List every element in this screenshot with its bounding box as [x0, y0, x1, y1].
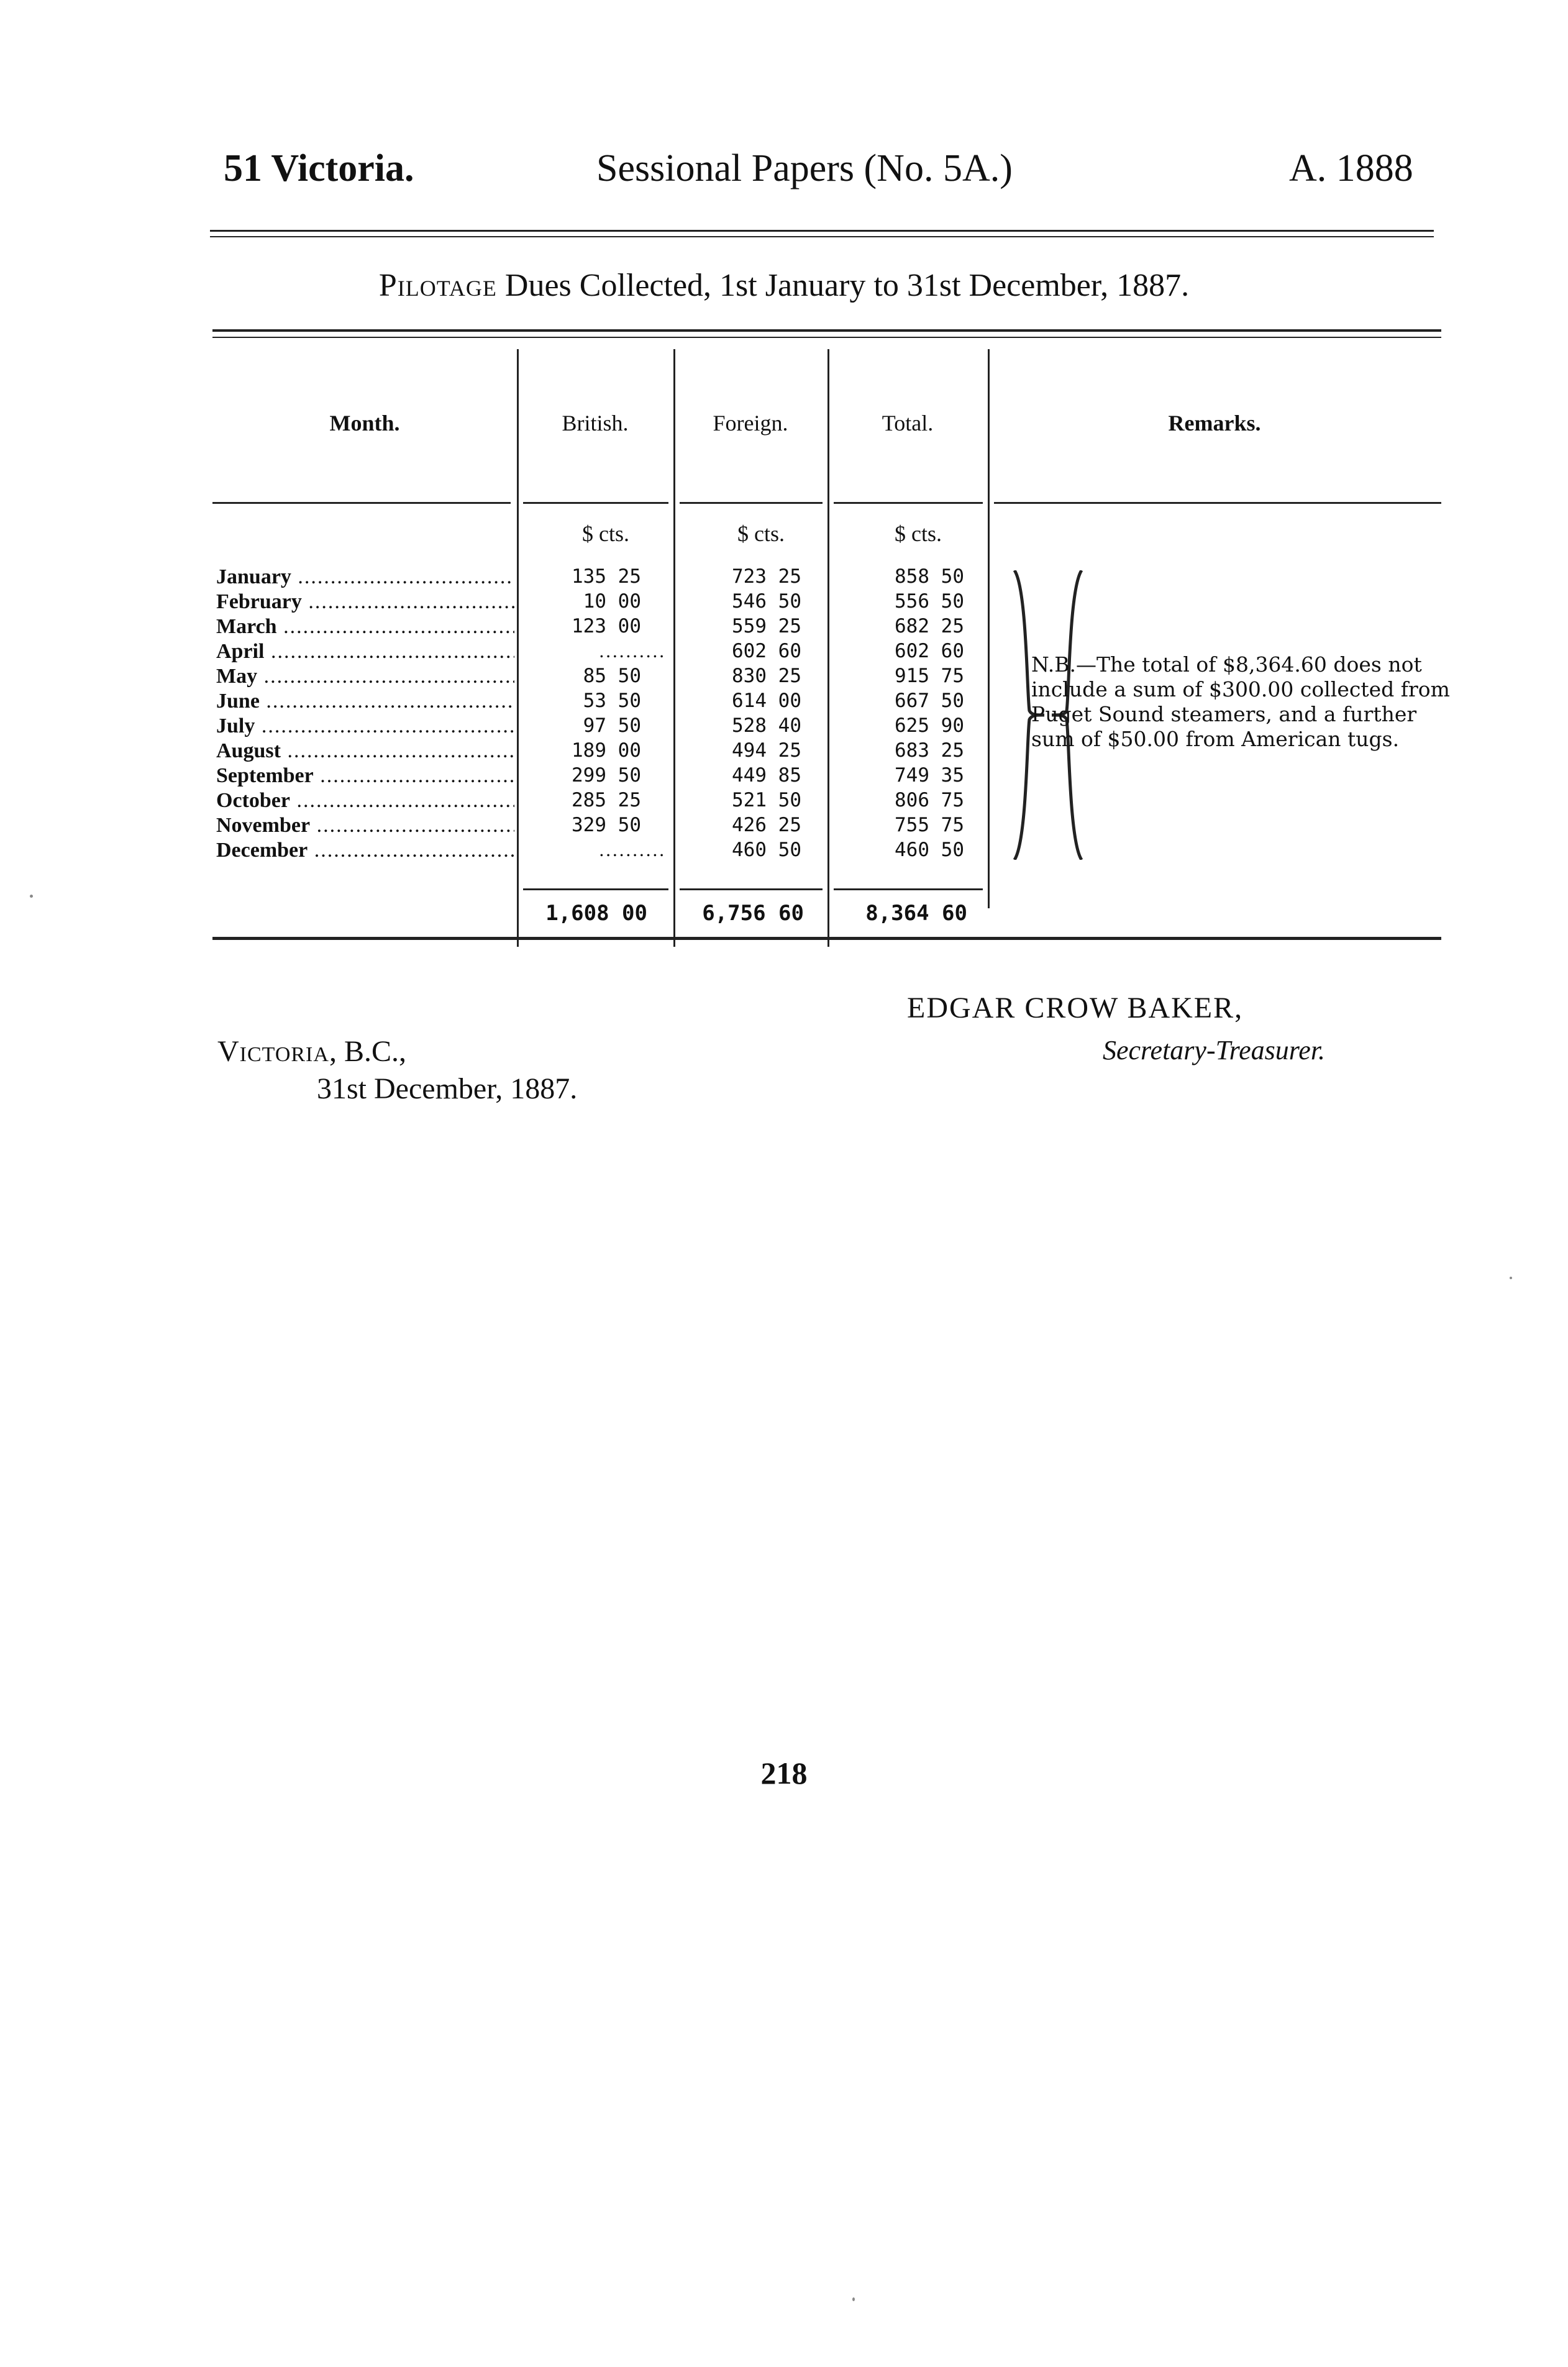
units-british: $ cts.: [582, 521, 629, 546]
total-foreign: 6,756 60: [702, 901, 804, 926]
foreign-cell: 546 50: [732, 590, 801, 613]
table-row: [212, 789, 1441, 814]
table-row: [212, 839, 1441, 864]
total-british: 1,608 00: [545, 901, 647, 926]
header-rule: [210, 230, 1434, 232]
british-cell: 53 50: [583, 690, 641, 712]
remarks-note: N.B.—The total of $8,364.60 does not include a sum of $300.00 collected from Puget Sound steamers, and a further sum of $50.00 from American tugs.: [1031, 652, 1450, 751]
total-cell: 806 75: [895, 789, 964, 811]
month-cell: May .....: [216, 665, 514, 688]
british-cell: 85 50: [583, 665, 641, 687]
total-rule: [680, 888, 823, 890]
header-rule-thin: [210, 236, 1434, 237]
header-underline: [523, 502, 668, 504]
total-total: 8,364 60: [865, 901, 967, 926]
header-underline: [212, 502, 511, 504]
british-cell: 285 25: [572, 789, 641, 811]
month-cell: November .....: [216, 814, 514, 837]
month-cell: February .....: [216, 590, 514, 614]
column-header-month: Month.: [329, 411, 400, 436]
column-header-remarks: Remarks.: [1168, 411, 1261, 436]
foreign-cell: 602 60: [732, 640, 801, 662]
total-cell: 556 50: [895, 590, 964, 613]
header-underline: [994, 502, 1441, 504]
pilotage-table: [212, 329, 1441, 944]
month-cell: October .....: [216, 789, 514, 813]
total-cell: 683 25: [895, 739, 964, 762]
signatory-name: EDGAR CROW BAKER,: [907, 992, 1244, 1024]
british-cell: ..........: [599, 839, 666, 860]
document-date: 31st December, 1887.: [317, 1072, 578, 1105]
table-bottom-rule: [212, 937, 1441, 940]
units-foreign: $ cts.: [737, 521, 785, 546]
total-cell: 915 75: [895, 665, 964, 687]
signatory-title: Secretary-Treasurer.: [1103, 1035, 1326, 1065]
foreign-cell: 723 25: [732, 565, 801, 588]
foreign-cell: 449 85: [732, 764, 801, 787]
table-top-rule: [212, 329, 1441, 332]
column-header-foreign: Foreign.: [713, 411, 788, 436]
total-cell: 858 50: [895, 565, 964, 588]
total-cell: 749 35: [895, 764, 964, 787]
table-row: [212, 565, 1441, 590]
total-cell: 602 60: [895, 640, 964, 662]
british-cell: 189 00: [572, 739, 641, 762]
british-cell: 329 50: [572, 814, 641, 836]
units-total: $ cts.: [895, 521, 942, 546]
place-rest: , B.C.,: [329, 1035, 406, 1068]
british-cell: 299 50: [572, 764, 641, 787]
page-number: 218: [760, 1756, 808, 1790]
british-cell: 10 00: [583, 590, 641, 613]
table-title: [0, 267, 1568, 304]
foreign-cell: 460 50: [732, 839, 801, 861]
month-cell: April .....: [216, 640, 514, 664]
foreign-cell: 426 25: [732, 814, 801, 836]
month-cell: March .....: [216, 615, 514, 639]
scan-speck: [852, 2297, 855, 2301]
header-papers: Sessional Papers (No. 5A.): [596, 147, 1013, 189]
british-cell: ..........: [599, 640, 666, 662]
month-cell: August .....: [216, 739, 514, 763]
foreign-cell: 830 25: [732, 665, 801, 687]
total-cell: 625 90: [895, 714, 964, 737]
table-row: [212, 814, 1441, 839]
foreign-cell: 521 50: [732, 789, 801, 811]
month-cell: September .....: [216, 764, 514, 788]
table-row: [212, 590, 1441, 615]
total-cell: 755 75: [895, 814, 964, 836]
scan-speck: [1510, 1277, 1512, 1279]
column-header-total: Total.: [882, 411, 934, 436]
header-session: 51 Victoria.: [224, 147, 414, 189]
table-title-rest: Dues Collected, 1st January to 31st December, 1887.: [504, 268, 1190, 303]
total-cell: 667 50: [895, 690, 964, 712]
british-cell: 135 25: [572, 565, 641, 588]
foreign-cell: 528 40: [732, 714, 801, 737]
month-cell: July .....: [216, 714, 514, 738]
table-row: [212, 615, 1441, 640]
british-cell: 97 50: [583, 714, 641, 737]
table-title-prefix: Pilotage: [378, 268, 497, 303]
month-cell: December .....: [216, 839, 514, 862]
column-header-british: British.: [562, 411, 629, 436]
table-top-rule-thin: [212, 337, 1441, 338]
foreign-cell: 559 25: [732, 615, 801, 637]
place-line: [217, 1034, 406, 1069]
total-rule: [523, 888, 668, 890]
place-city: Victoria: [217, 1035, 329, 1068]
header-year: A. 1888: [1289, 147, 1413, 189]
scan-speck: [30, 895, 33, 898]
british-cell: 123 00: [572, 615, 641, 637]
header-underline: [834, 502, 983, 504]
total-rule: [834, 888, 983, 890]
total-cell: 460 50: [895, 839, 964, 861]
month-cell: January .....: [216, 565, 514, 589]
foreign-cell: 494 25: [732, 739, 801, 762]
month-cell: June .....: [216, 690, 514, 713]
table-row: [212, 764, 1441, 789]
foreign-cell: 614 00: [732, 690, 801, 712]
header-underline: [680, 502, 823, 504]
total-cell: 682 25: [895, 615, 964, 637]
